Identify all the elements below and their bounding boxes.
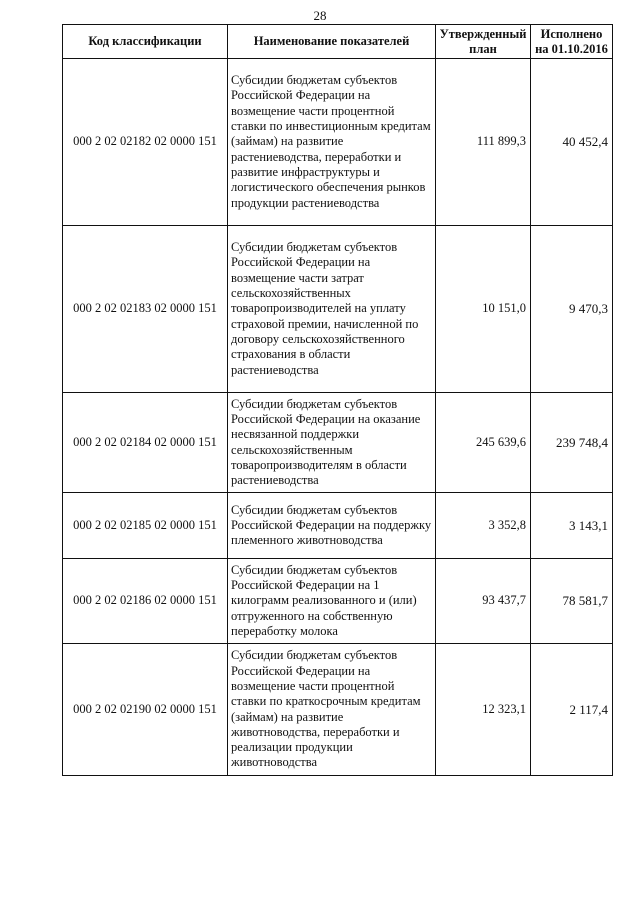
row-name: Субсидии бюджетам субъектов Российской Федерации на возмещение части затрат сельскохозяйственных товаропроизводителей на уплату страховой премии, начисленной по договору сельскохозяйственного страхования в области растениеводства (228, 226, 436, 393)
table-body (63, 59, 613, 776)
row-plan: 93 437,7 (436, 559, 531, 644)
table-row (63, 59, 613, 226)
row-name: Субсидии бюджетам субъектов Российской Федерации на возмещение части процентной ставки по краткосрочным кредитам (займам) на развитие животноводства, переработки и реализации продукции животноводства (228, 644, 436, 776)
header-code: Код классификации (63, 25, 228, 59)
header-executed (531, 25, 613, 59)
table-row (63, 493, 613, 559)
row-executed: 239 748,4 (531, 393, 613, 493)
row-executed: 40 452,4 (531, 59, 613, 226)
row-code: 000 2 02 02186 02 0000 151 (63, 559, 228, 644)
header-row (63, 25, 613, 59)
row-executed: 9 470,3 (531, 226, 613, 393)
row-executed: 78 581,7 (531, 559, 613, 644)
row-executed: 3 143,1 (531, 493, 613, 559)
table-header (63, 25, 613, 59)
row-code: 000 2 02 02182 02 0000 151 (63, 59, 228, 226)
row-name: Субсидии бюджетам субъектов Российской Федерации на оказание несвязанной поддержки сельскохозяйственным товаропроизводителям в области растениеводства (228, 393, 436, 493)
budget-table (62, 24, 613, 776)
header-executed-line2: на 01.10.2016 (535, 41, 608, 56)
row-name: Субсидии бюджетам субъектов Российской Федерации на возмещение части процентной ставки по инвестиционным кредитам (займам) на развитие растениеводства, переработки и развитие инфраструктуры и логистического обеспечения рынков продукции растениеводства (228, 59, 436, 226)
row-plan: 245 639,6 (436, 393, 531, 493)
row-code: 000 2 02 02185 02 0000 151 (63, 493, 228, 559)
row-plan: 12 323,1 (436, 644, 531, 776)
header-plan (436, 25, 531, 59)
row-plan: 111 899,3 (436, 59, 531, 226)
row-plan: 10 151,0 (436, 226, 531, 393)
row-code: 000 2 02 02190 02 0000 151 (63, 644, 228, 776)
row-plan: 3 352,8 (436, 493, 531, 559)
table-row (63, 226, 613, 393)
row-code: 000 2 02 02184 02 0000 151 (63, 393, 228, 493)
table-row (63, 393, 613, 493)
header-executed-line1: Исполнено (540, 26, 603, 41)
row-name: Субсидии бюджетам субъектов Российской Федерации на 1 килограмм реализованного и (или) отгруженного на собственную переработку молока (228, 559, 436, 644)
page-number: 28 (313, 8, 327, 23)
header-plan-line2: план (469, 41, 497, 56)
header-plan-line1: Утвержденный (439, 26, 527, 41)
table-row (63, 644, 613, 776)
row-executed: 2 117,4 (531, 644, 613, 776)
row-name: Субсидии бюджетам субъектов Российской Федерации на поддержку племенного животноводства (228, 493, 436, 559)
header-name: Наименование показателей (228, 25, 436, 59)
table-row (63, 559, 613, 644)
row-code: 000 2 02 02183 02 0000 151 (63, 226, 228, 393)
